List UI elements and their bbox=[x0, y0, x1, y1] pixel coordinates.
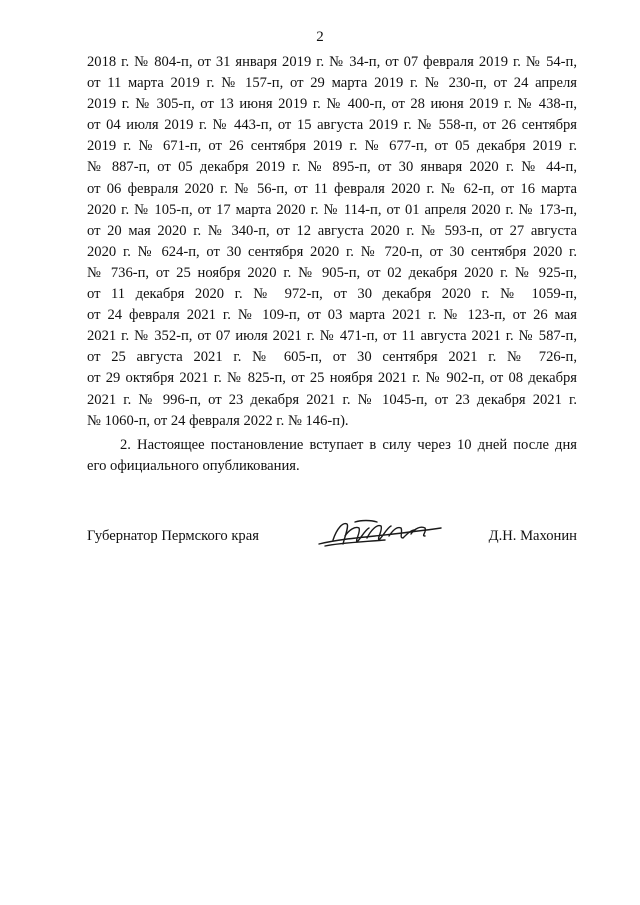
signature-block bbox=[87, 520, 577, 560]
text-line: 2. Настоящее постановление вступает в силу через 10 дней после дня bbox=[120, 436, 577, 453]
paragraph-amendments-list bbox=[87, 52, 577, 432]
text-line: от 04 июля 2019 г. № 443-п, от 15 августа 2019 г. № 558-п, от 26 сентября bbox=[87, 117, 577, 134]
paragraph-effective-date bbox=[87, 435, 577, 477]
text-line: от 25 августа 2021 г. № 605-п, от 30 сентября 2021 г. № 726-п, bbox=[87, 349, 577, 366]
text-line: 2020 г. № 105-п, от 17 марта 2020 г. № 114-п, от 01 апреля 2020 г. № 173-п, bbox=[87, 201, 577, 218]
text-line: от 29 октября 2021 г. № 825-п, от 25 ноября 2021 г. № 902-п, от 08 декабря bbox=[87, 370, 577, 387]
text-line: 2019 г. № 671-п, от 26 сентября 2019 г. № 677-п, от 05 декабря 2019 г. bbox=[87, 138, 577, 155]
text-line: от 20 мая 2020 г. № 340-п, от 12 августа 2020 г. № 593-п, от 27 августа bbox=[87, 222, 577, 239]
text-line: 2021 г. № 352-п, от 07 июля 2021 г. № 471-п, от 11 августа 2021 г. № 587-п, bbox=[87, 328, 577, 345]
body-text bbox=[87, 52, 577, 477]
text-line: 2020 г. № 624-п, от 30 сентября 2020 г. № 720-п, от 30 сентября 2020 г. bbox=[87, 243, 577, 260]
text-line: № 736-п, от 25 ноября 2020 г. № 905-п, от 02 декабря 2020 г. № 925-п, bbox=[87, 264, 577, 281]
text-line: 2018 г. № 804-п, от 31 января 2019 г. № 34-п, от 07 февраля 2019 г. № 54-п, bbox=[87, 54, 577, 70]
signatory-position: Губернатор Пермского края bbox=[87, 528, 259, 544]
text-line: от 11 марта 2019 г. № 157-п, от 29 марта 2019 г. № 230-п, от 24 апреля bbox=[87, 75, 577, 92]
handwritten-signature bbox=[315, 514, 445, 554]
text-line: 2021 г. № 996-п, от 23 декабря 2021 г. № 1045-п, от 23 декабря 2021 г. bbox=[87, 391, 577, 408]
text-line: 2019 г. № 305-п, от 13 июня 2019 г. № 400-п, от 28 июня 2019 г. № 438-п, bbox=[87, 96, 577, 113]
text-line: № 887-п, от 05 декабря 2019 г. № 895-п, от 30 января 2020 г. № 44-п, bbox=[87, 159, 577, 176]
text-line: его официального опубликования. bbox=[87, 457, 300, 474]
text-line: № 1060-п, от 24 февраля 2022 г. № 146-п). bbox=[87, 412, 349, 429]
page-number: 2 bbox=[316, 29, 324, 45]
text-line: от 11 декабря 2020 г. № 972-п, от 30 декабря 2020 г. № 1059-п, bbox=[87, 286, 577, 303]
text-line: от 24 февраля 2021 г. № 109-п, от 03 марта 2021 г. № 123-п, от 26 мая bbox=[87, 307, 577, 324]
signatory-name: Д.Н. Махонин bbox=[488, 528, 577, 544]
text-line: от 06 февраля 2020 г. № 56-п, от 11 февраля 2020 г. № 62-п, от 16 марта bbox=[87, 180, 577, 197]
